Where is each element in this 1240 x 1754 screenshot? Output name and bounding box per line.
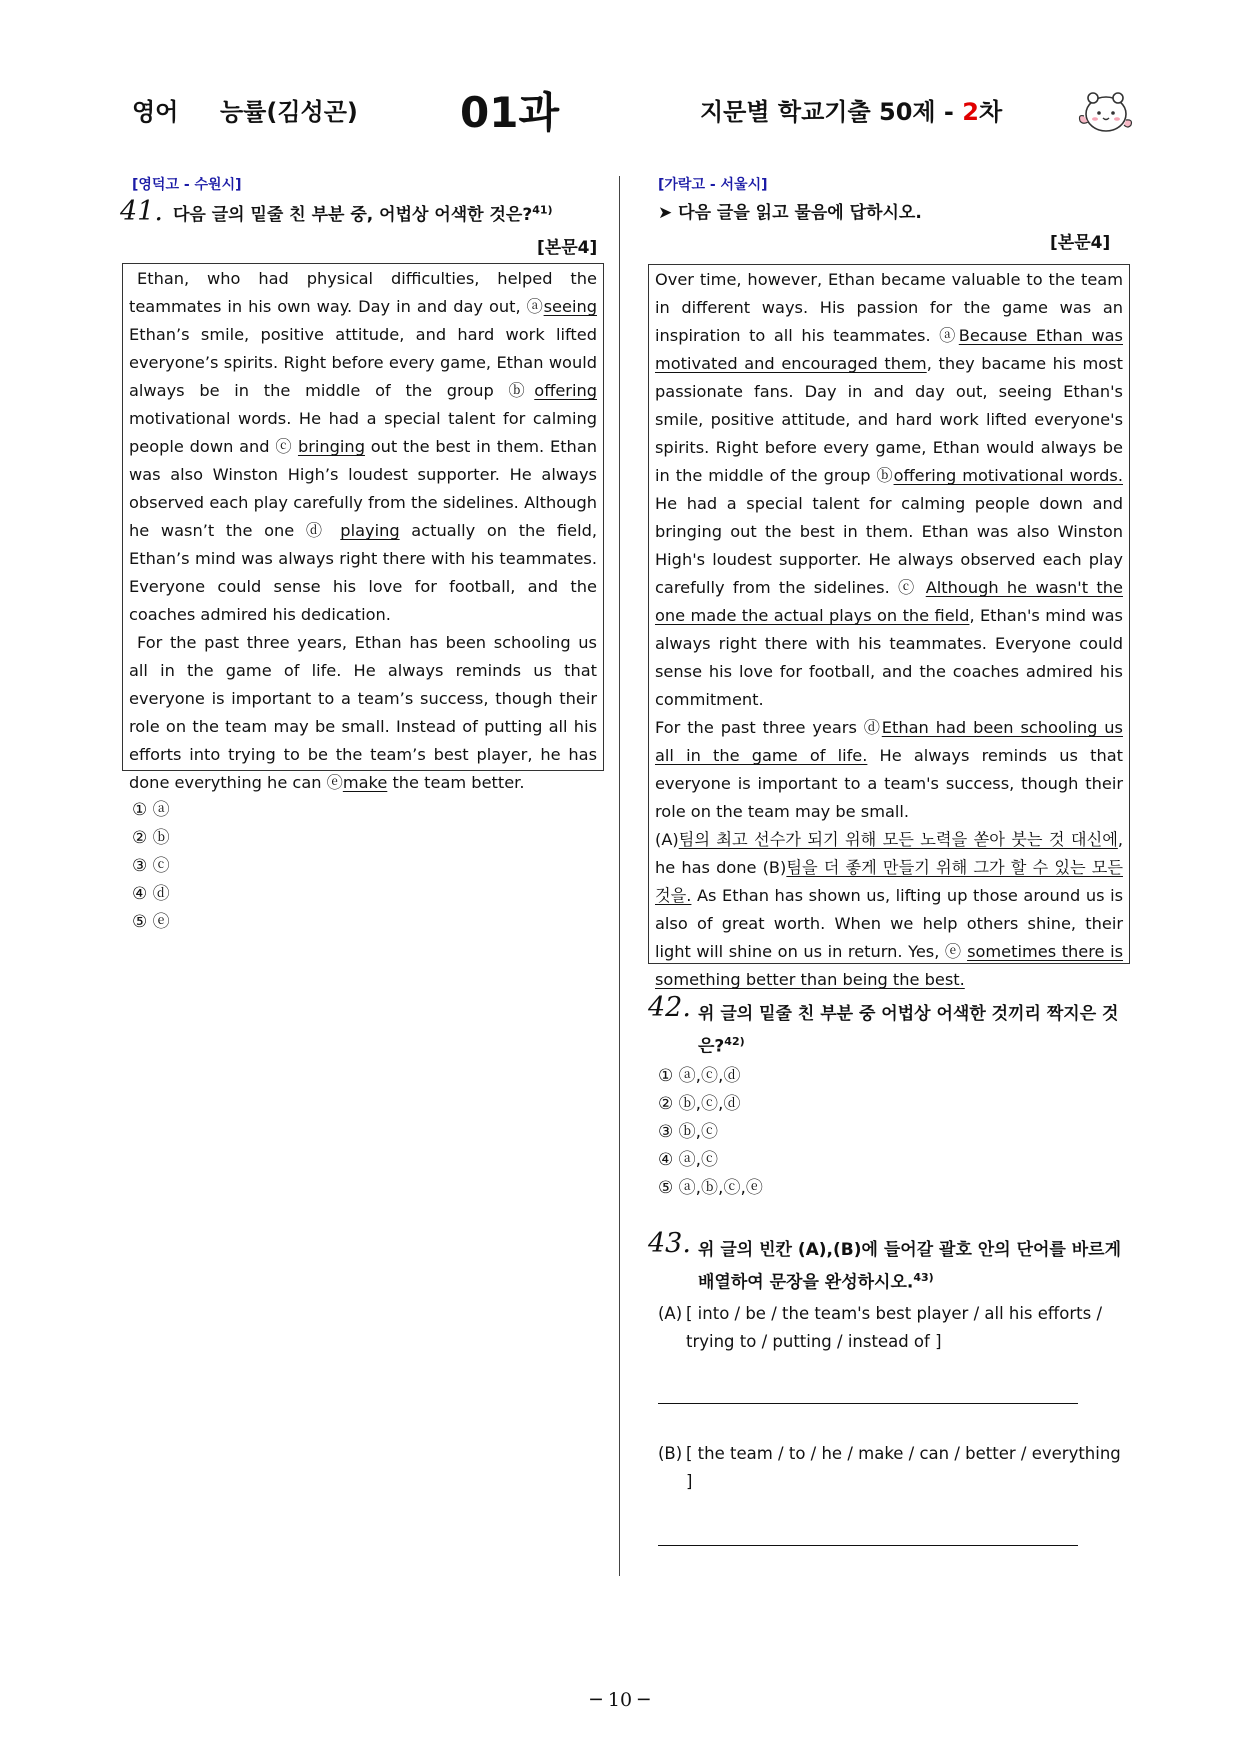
- choice-3[interactable]: ③ ⓑ,ⓒ: [658, 1122, 719, 1142]
- choice-2[interactable]: ② ⓑ: [132, 828, 170, 848]
- right-passage-paragraph-2: [655, 714, 1123, 826]
- footnote-43: 43): [913, 1271, 934, 1284]
- question-41-choices: [132, 796, 170, 936]
- column-divider: [619, 176, 620, 1576]
- right-passage-tag: [본문4]: [1050, 233, 1111, 253]
- blank-a-label: (A): [655, 830, 679, 849]
- lesson-title: 01과: [460, 88, 560, 137]
- left-passage-box: [122, 263, 604, 792]
- underlined-e: make: [342, 773, 388, 792]
- question-43-text: 위 글의 빈칸 (A),(B)에 들어갈 괄호 안의 단어를 바르게 배열하여 문장을 완성하시오.: [698, 1240, 1122, 1293]
- choice-2[interactable]: ② ⓑ,ⓒ,ⓓ: [658, 1094, 741, 1114]
- answer-line-a[interactable]: [658, 1403, 1078, 1404]
- choice-5[interactable]: ⑤ ⓐ,ⓑ,ⓒ,ⓔ: [658, 1178, 763, 1198]
- question-41-prompt: [120, 196, 553, 227]
- part-b-word-bank: [ the team / to / he / make / can / better / everything ]: [686, 1444, 1121, 1491]
- footnote-42: 42): [724, 1035, 745, 1048]
- part-b-label: (B): [658, 1444, 683, 1463]
- footnote-41: 41): [532, 203, 553, 217]
- choice-3[interactable]: ③ ⓒ: [132, 856, 170, 876]
- question-42-text: 위 글의 밑줄 친 부분 중 어법상 어색한 것끼리 짝지은 것은?: [698, 1004, 1119, 1057]
- right-passage-paragraph-1: [655, 266, 1123, 714]
- underlined-c: bringing: [297, 437, 365, 456]
- worksheet-round-number: 2: [962, 98, 979, 126]
- passage-text: For the past three years, Ethan has been schooling us all in the game of life. He always reminds us that everyone is important to a team’s success, though their role on the team may be small. Instead of putting all his efforts into trying to be the team’s best player, he has done everything he can ⓔ: [129, 633, 597, 792]
- choice-5[interactable]: ⑤ ⓔ: [132, 912, 170, 932]
- passage-text: As Ethan has shown us, lifting up those around us is also of great worth. When we help others shine, their light will shine on us in return. Yes, ⓔ: [655, 886, 1123, 961]
- mascot-icon: [1076, 86, 1134, 138]
- subject-label: 영어: [132, 98, 179, 126]
- question-43-part-b: [658, 1440, 1128, 1496]
- blank-a-korean: 팀의 최고 선수가 되기 위해 모든 노력을 쏟아 붓는 것 대신에: [678, 830, 1118, 849]
- underlined-a: seeing: [543, 297, 597, 316]
- passage-text: actually on the field, Ethan’s mind was always right there with his teammates. Everyone could sense his love for football, and the coaches admired his dedication.: [129, 521, 597, 624]
- blank-b-korean: 팀을 더 좋게 만들기 위해 그가 할 수 있는 모든 것을.: [655, 858, 1123, 905]
- left-passage-tag: [본문4]: [537, 238, 598, 258]
- passage-text: , he has done (B): [655, 830, 1123, 877]
- question-42-prompt: [648, 992, 1126, 1061]
- passage-text: Over time, however, Ethan became valuable to the team in different ways. His passion for the game was an inspiration to all his teammates. ⓐ: [655, 270, 1123, 345]
- question-42-choices: [658, 1062, 763, 1202]
- underlined-b: offering motivational words.: [893, 466, 1123, 485]
- right-passage-paragraph-3: [655, 826, 1123, 994]
- underlined-a: Because Ethan was motivated and encouraged them: [655, 326, 1123, 373]
- passage-text: Ethan, who had physical difficulties, helped the teammates in his own way. Day in and day out, ⓐ: [129, 269, 597, 316]
- page-number: ─ 10 ─: [590, 1689, 650, 1711]
- underlined-e: sometimes there is something better than being the best.: [655, 942, 1123, 989]
- question-41-text: 다음 글의 밑줄 친 부분 중, 어법상 어색한 것은?: [172, 205, 533, 225]
- passage-text: , they bacame his most passionate fans. Day in and day out, seeing Ethan's smile, positive attitude, and hard work lifted everyone's spirits. Right before every game, Ethan would always be in the middle of the group ⓑ: [655, 354, 1123, 485]
- textbook-label: 능률(김성곤): [220, 98, 358, 126]
- choice-4[interactable]: ④ ⓐ,ⓒ: [658, 1150, 719, 1170]
- question-43-part-a: [658, 1300, 1128, 1356]
- underlined-c: Although he wasn't the one made the actual plays on the field: [655, 578, 1123, 625]
- worksheet-title-suffix: 차: [978, 98, 1003, 126]
- choice-4[interactable]: ④ ⓓ: [132, 884, 170, 904]
- underlined-b: offering: [534, 381, 597, 400]
- passage-text: He always reminds us that everyone is important to a team's success, though their role on the team may be small.: [655, 746, 1123, 821]
- worksheet-title: [700, 92, 1002, 132]
- question-43-prompt: [648, 1228, 1126, 1297]
- passage-text: out the best in them. Ethan was also Winston High’s loudest supporter. He always observed each play carefully from the sidelines. Although he wasn’t the one ⓓ: [129, 437, 598, 540]
- question-41-number: 41.: [120, 196, 163, 227]
- question-42-number: 42.: [648, 992, 691, 1023]
- choice-1[interactable]: ① ⓐ: [132, 800, 170, 820]
- instruction: ➤ 다음 글을 읽고 물음에 답하시오.: [658, 203, 922, 223]
- part-a-word-bank: [ into / be / the team's best player / all his efforts / trying to / putting / instead of ]: [686, 1304, 1103, 1351]
- passage-text: Ethan’s smile, positive attitude, and hard work lifted everyone’s spirits. Right before every game, Ethan would always be in the middle of the group ⓑ: [129, 325, 597, 400]
- passage-text: the team better.: [387, 773, 525, 792]
- worksheet-title-prefix: 지문별 학교기출 50제 -: [700, 98, 963, 126]
- left-source-tag: [영덕고 - 수원시]: [132, 177, 242, 193]
- underlined-d: playing: [340, 521, 400, 540]
- answer-line-b[interactable]: [658, 1545, 1078, 1546]
- right-passage-box: [648, 264, 1130, 989]
- passage-text: , Ethan's mind was always right there with his teammates. Everyone could sense his love for football, and the coaches admired his commitment.: [655, 606, 1123, 709]
- passage-text: motivational words. He had a special talent for calming people down and ⓒ: [129, 409, 597, 456]
- left-passage-paragraph-2: [129, 629, 597, 797]
- left-passage-paragraph-1: [129, 265, 597, 629]
- passage-text: For the past three years ⓓ: [655, 718, 882, 737]
- part-a-label: (A): [658, 1304, 683, 1323]
- question-43-number: 43.: [648, 1228, 691, 1259]
- right-source-tag: [가락고 - 서울시]: [658, 177, 768, 193]
- choice-1[interactable]: ① ⓐ,ⓒ,ⓓ: [658, 1066, 741, 1086]
- passage-text: He had a special talent for calming people down and bringing out the best in them. Ethan was also Winston High's loudest supporter. He always observed each play carefully from the sidelines. ⓒ: [655, 494, 1123, 597]
- underlined-d: Ethan had been schooling us all in the game of life.: [655, 718, 1123, 765]
